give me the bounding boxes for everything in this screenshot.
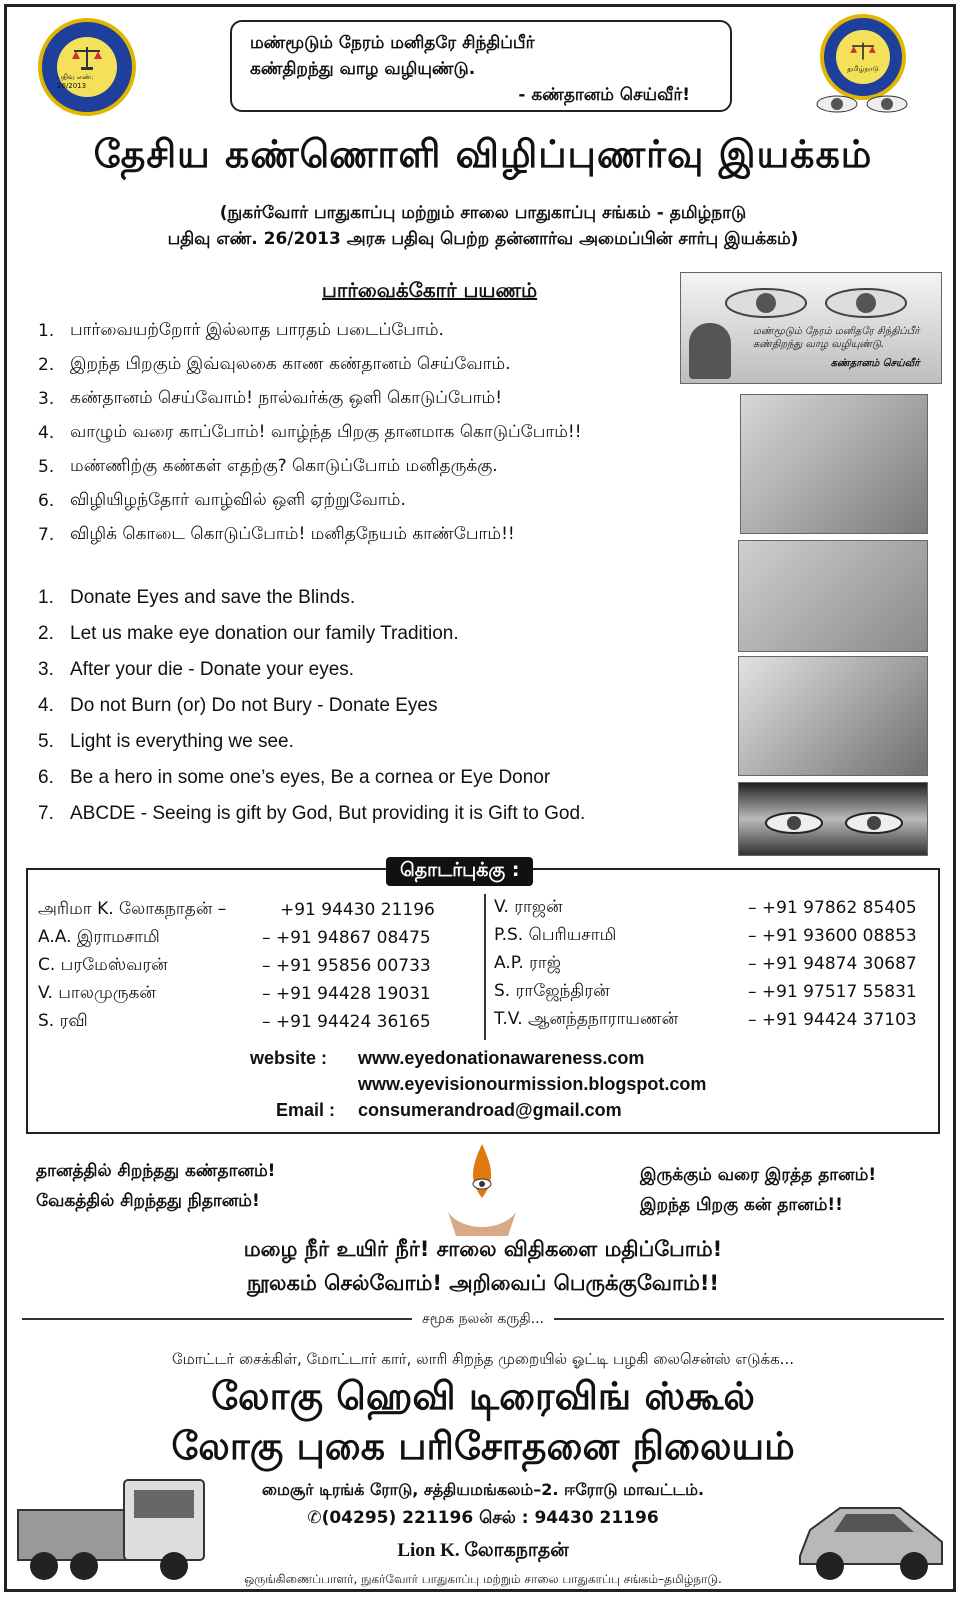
email-link[interactable]: consumerandroad@gmail.com xyxy=(358,1100,622,1120)
logo-reg: பதிவு எண். 26/2013 xyxy=(57,72,94,90)
contact-phone: – +91 94424 36165 xyxy=(262,1012,431,1032)
contact-name: V. ராஜன் xyxy=(494,897,563,917)
divider-label xyxy=(0,1308,966,1329)
list-item xyxy=(38,724,738,760)
caption-line-1: மண்மூடும் நேரம் மனிதரே சிந்திப்பீர் xyxy=(753,326,920,337)
caption-line-3: கண்தானம் செய்வீர் xyxy=(830,358,920,369)
contact-name: S. ராஜேந்திரன் xyxy=(494,981,610,1001)
owner-title: ஒருங்கிணைப்பாளர், நுகர்வோர் பாதுகாப்பு மற்றும் சாலை பாதுகாப்பு சங்கம்–தமிழ்நாடு. xyxy=(244,1572,722,1586)
owner-name: Lion K. லோகநாதன் xyxy=(397,1540,569,1561)
list-item xyxy=(38,348,718,382)
quote-line-3: - கண்தானம் செய்வீர்! xyxy=(518,85,690,105)
contact-phone: – +91 93600 08853 xyxy=(748,926,917,946)
eye-flame-hands-icon xyxy=(442,1140,522,1240)
list-item xyxy=(38,688,738,724)
slogan-line: இருக்கும் வரை இரத்த தானம்! xyxy=(640,1165,877,1185)
website-label: website : xyxy=(250,1048,328,1068)
item-text: விழிக் கொடை கொடுப்போம்! மனிதநேயம் காண்போம்!! xyxy=(70,524,515,544)
item-text: ABCDE - Seeing is gift by God, But providing it is Gift to God. xyxy=(70,803,586,824)
photo-caption xyxy=(753,325,919,370)
list-item xyxy=(38,518,718,552)
item-text: பார்வையற்றோர் இல்லாத பாரதம் படைப்போம். xyxy=(70,320,444,340)
slogan-line: இறந்த பிறகு கன் தானம்!! xyxy=(640,1195,843,1215)
slogan-line: வேகத்தில் சிறந்தது நிதானம்! xyxy=(36,1191,260,1211)
business-phone: ✆(04295) 221196 செல் : 94430 21196 xyxy=(307,1508,659,1528)
item-number: 2. xyxy=(38,355,55,375)
item-text: வாழும் வரை காப்போம்! வாழ்ந்த பிறகு தானமாக கொடுப்போம்!! xyxy=(70,422,582,442)
item-number: 5. xyxy=(38,457,55,477)
contact-name: V. பாலமுருகன் xyxy=(38,983,156,1003)
caption-line-2: கண்திறந்து வாழ வழியுண்டு. xyxy=(753,339,885,350)
list-item xyxy=(38,314,718,348)
list-item xyxy=(38,382,718,416)
contact-row xyxy=(38,980,478,1008)
item-text: கண்தானம் செய்வோம்! நால்வர்க்கு ஒளி கொடுப்போம்! xyxy=(70,388,503,408)
subtitle xyxy=(0,200,966,252)
contact-heading: தொடர்புக்கு : xyxy=(386,857,533,886)
quote-line-1: மண்மூடும் நேரம் மனிதரே சிந்திப்பீர் xyxy=(250,33,535,53)
slogan-line: தானத்தில் சிறந்தது கண்தானம்! xyxy=(36,1161,276,1181)
car-icon xyxy=(790,1486,950,1586)
contact-phone: – +91 94867 08475 xyxy=(262,928,431,948)
list-item xyxy=(38,580,738,616)
contact-row xyxy=(494,1006,934,1034)
header-quote xyxy=(230,20,732,112)
business-address: மைசூர் டிரங்க் ரோடு, சத்தியமங்கலம்–2. ஈரோடு மாவட்டம். xyxy=(261,1480,705,1499)
left-logo xyxy=(38,18,136,116)
divider-text: சமூக நலன் கருதி... xyxy=(412,1311,554,1327)
slogans-left xyxy=(36,1156,275,1216)
eyes-icon xyxy=(812,92,912,116)
scales-icon xyxy=(57,37,117,97)
item-number: 5. xyxy=(38,731,54,752)
item-number: 4. xyxy=(38,695,54,716)
contact-phone: +91 94430 21196 xyxy=(280,900,435,920)
slogans-right xyxy=(640,1160,876,1220)
item-text: மண்ணிற்கு கண்கள் எதற்கு? கொடுப்போம் மனிதருக்கு. xyxy=(70,456,498,476)
list-item xyxy=(38,450,718,484)
portrait-photo xyxy=(689,323,731,379)
right-logo xyxy=(820,14,906,100)
item-text: Let us make eye donation our family Tradition. xyxy=(70,623,459,644)
page-title: தேசிய கண்ணொளி விழிப்புணர்வு இயக்கம் xyxy=(93,132,873,176)
item-number: 6. xyxy=(38,767,54,788)
truck-icon xyxy=(14,1470,214,1586)
website-link-2[interactable]: www.eyevisionourmission.blogspot.com xyxy=(358,1074,707,1094)
website-link-1[interactable]: www.eyedonationawareness.com xyxy=(358,1048,645,1068)
contact-phone: – +91 97862 85405 xyxy=(748,898,917,918)
contact-name: P.S. பெரியசாமி xyxy=(494,925,617,945)
contact-row xyxy=(494,894,934,922)
contact-name: A.P. ராஜ் xyxy=(494,953,561,973)
item-text: Donate Eyes and save the Blinds. xyxy=(70,587,356,608)
item-number: 1. xyxy=(38,587,54,608)
list-item xyxy=(38,616,738,652)
email-label: Email : xyxy=(276,1100,336,1120)
contact-row xyxy=(38,952,478,980)
children-circle-photo xyxy=(738,656,928,776)
list-item xyxy=(38,416,718,450)
item-number: 7. xyxy=(38,803,54,824)
contact-name: C. பரமேஸ்வரன் xyxy=(38,955,168,975)
list-item xyxy=(38,652,738,688)
business-name-2: லோகு புகை பரிசோதனை நிலையம் xyxy=(171,1424,795,1468)
item-number: 1. xyxy=(38,321,55,341)
contact-phone: – +91 94428 19031 xyxy=(262,984,431,1004)
contact-row xyxy=(38,1008,478,1036)
item-text: Light is everything we see. xyxy=(70,731,294,752)
contacts-left xyxy=(38,896,478,1036)
contact-name: S. ரவி xyxy=(38,1011,88,1031)
item-number: 7. xyxy=(38,525,55,545)
list-item xyxy=(38,760,738,796)
big-slogan-1: மழை நீர் உயிர் நீர்! சாலை விதிகளை மதிப்போம்! xyxy=(243,1237,723,1261)
business-intro: மோட்டர் சைக்கிள், மோட்டார் கார், லாரி சிறந்த முறையில் ஓட்டி பழகி லைசென்ஸ் எடுக்க... xyxy=(172,1350,794,1368)
contact-phone: – +91 94874 30687 xyxy=(748,954,917,974)
item-text: இறந்த பிறகும் இவ்வுலகை காண கண்தானம் செய்வோம். xyxy=(70,354,511,374)
item-text: Do not Burn (or) Do not Bury - Donate Eyes xyxy=(70,695,438,716)
item-number: 3. xyxy=(38,389,55,409)
woman-eyes-photo xyxy=(738,782,928,856)
business-name-1: லோகு ஹெவி டிரைவிங் ஸ்கூல் xyxy=(211,1374,755,1418)
contact-divider xyxy=(484,894,486,1040)
tamil-points xyxy=(38,314,718,552)
contact-row xyxy=(38,924,478,952)
contact-name: அரிமா K. லோகநாதன் – xyxy=(38,899,227,919)
section-heading: பார்வைக்கோர் பயணம் xyxy=(322,278,538,302)
contact-row xyxy=(494,950,934,978)
quote-line-2: கண்திறந்து வாழ வழியுண்டு. xyxy=(250,59,476,79)
eyes-banner-photo xyxy=(680,272,942,384)
eye-pair-icon xyxy=(739,783,928,856)
contact-row xyxy=(494,922,934,950)
contacts-right xyxy=(494,894,934,1034)
subtitle-line-2: பதிவு எண். 26/2013 அரசு பதிவு பெற்ற தன்னார்வ அமைப்பின் சார்பு இயக்கம்) xyxy=(167,229,799,249)
subtitle-line-1: (நுகர்வோர் பாதுகாப்பு மற்றும் சாலை பாதுகாப்பு சங்கம் - தமிழ்நாடு xyxy=(219,203,747,223)
boy-photo xyxy=(738,540,928,652)
contact-name: T.V. ஆனந்தநாராயணன் xyxy=(494,1009,679,1029)
contact-name: A.A. இராமசாமி xyxy=(38,927,160,947)
item-text: After your die - Donate your eyes. xyxy=(70,659,355,680)
item-number: 6. xyxy=(38,491,55,511)
item-text: Be a hero in some one’s eyes, Be a cornea or Eye Donor xyxy=(70,767,551,788)
list-item xyxy=(38,796,738,832)
scales-icon xyxy=(836,30,890,84)
contact-phone: – +91 95856 00733 xyxy=(262,956,431,976)
contact-row xyxy=(494,978,934,1006)
contact-phone: – +91 97517 55831 xyxy=(748,982,917,1002)
english-points xyxy=(38,580,738,832)
item-number: 3. xyxy=(38,659,54,680)
item-number: 2. xyxy=(38,623,54,644)
contact-row xyxy=(38,896,478,924)
item-number: 4. xyxy=(38,423,55,443)
eye-pair-icon xyxy=(681,273,942,333)
logo-place: தமிழ்நாடு xyxy=(847,64,879,73)
blind-child-photo xyxy=(740,394,928,534)
contact-phone: – +91 94424 37103 xyxy=(748,1010,917,1030)
big-slogan-2: நூலகம் செல்வோம்! அறிவைப் பெருக்குவோம்!! xyxy=(246,1271,720,1295)
item-text: விழியிழந்தோர் வாழ்வில் ஒளி ஏற்றுவோம். xyxy=(70,490,406,510)
list-item xyxy=(38,484,718,518)
